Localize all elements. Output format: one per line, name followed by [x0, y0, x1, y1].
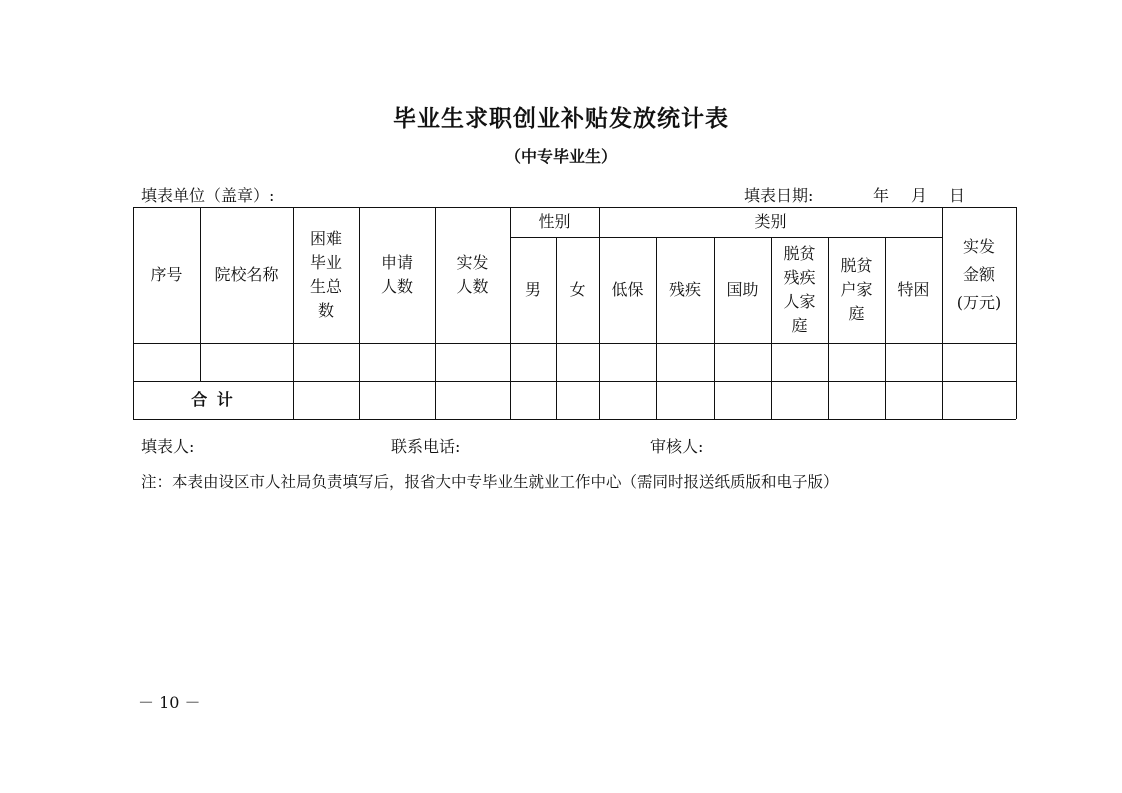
year-label: 年	[873, 186, 890, 205]
header-amount: 实发 金额 (万元)	[956, 237, 1002, 312]
reviewer-label: 审核人:	[650, 437, 704, 456]
header-category: 类别	[754, 212, 787, 231]
header-tekun: 特困	[897, 280, 930, 299]
header-poverty-family: 脱贫 户家 庭	[840, 256, 873, 323]
fill-date-label: 填表日期:	[744, 186, 814, 205]
page-number: － 10 －	[138, 693, 201, 712]
note-text: 注：本表由设区市人社局负责填写后，报省大中专毕业生就业工作中心（需同时报送纸质版和电子版）	[141, 473, 839, 491]
header-applicants: 申请 人数	[380, 253, 413, 296]
header-female: 女	[569, 280, 586, 299]
header-poverty-disabled-family: 脱贫 残疾 人家 庭	[783, 244, 816, 335]
month-label: 月	[911, 186, 928, 205]
header-gender: 性别	[538, 212, 571, 231]
header-dibao: 低保	[611, 280, 644, 299]
total-label: 合 计	[191, 390, 235, 409]
table-row	[133, 343, 1016, 381]
day-label: 日	[949, 186, 966, 205]
header-seq: 序号	[150, 265, 183, 284]
filler-label: 填表人:	[141, 437, 195, 456]
phone-label: 联系电话:	[391, 437, 461, 456]
header-school: 院校名称	[214, 265, 279, 284]
header-actual-people: 实发 人数	[456, 253, 489, 296]
page-subtitle: （中专毕业生）	[504, 147, 617, 166]
header-disabled: 残疾	[668, 280, 701, 299]
header-guozhu: 国助	[726, 280, 759, 299]
page-title: 毕业生求职创业补贴发放统计表	[393, 106, 729, 132]
header-male: 男	[524, 280, 541, 299]
fill-unit-label: 填表单位（盖章）:	[141, 186, 275, 205]
header-difficult-total: 困难 毕业 生总 数	[309, 229, 342, 320]
